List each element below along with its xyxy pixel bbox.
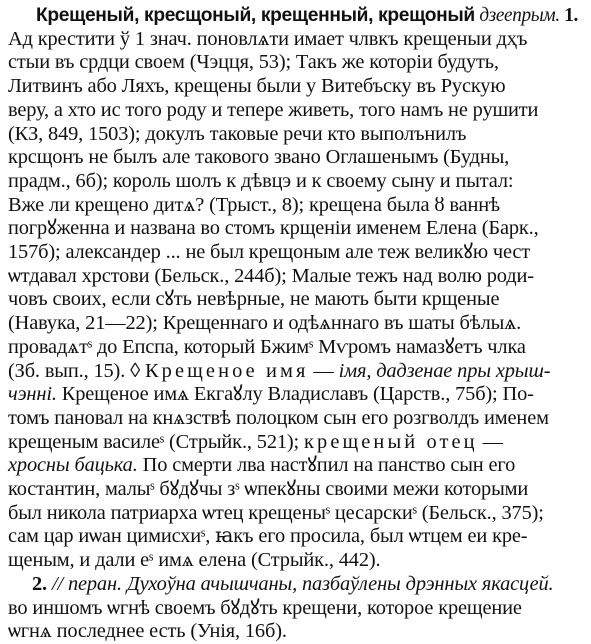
entry-line-17 — [8, 381, 534, 407]
entry-line-25 — [32, 571, 553, 597]
citation-text: (Зб. вып., 15). ◊ — [8, 359, 145, 382]
entry-line-14: (Навука, 21—22); Крещеннаго и одѣѧннаго въ шаты бѣлыѧ. — [8, 312, 522, 335]
entry-line-23: сам цар иѡан цимисхиˢ, ꙗкъ его просила, был ѡтцем еи кре- — [8, 525, 528, 548]
entry-line-4: Литвинъ або Ляхъ, крещены были у Витебъску въ Рускую — [8, 75, 506, 98]
entry-line-6: (КЗ, 849, 1503); докулъ таковые речи кто выполънилъ — [8, 122, 467, 145]
citation-text: Крещеное имѧ Екгаꙋлу Владиславъ (Царств., 75б); По- — [56, 383, 534, 406]
dash: — — [308, 359, 339, 382]
phrase-definition-cont: чэнні. — [8, 383, 57, 406]
entry-line-24: щеным, и дали еˢ имѧ елена (Стрыйк., 442). — [8, 549, 381, 572]
entry-line-26: во иншомъ ѡгнѣ своемъ бꙋдꙋть крещени, которое крещение — [8, 596, 522, 619]
entry-line-3: стыи въ срдци своем (Чэцця, 53); Такъ же которіи будуть, — [8, 51, 499, 74]
phrase-headword-2: крещеный отец — [304, 430, 478, 453]
entry-line-15: провадѧтˢ до Епспа, который Бжимˢ Мѵромъ намазꙋетъ члка — [8, 335, 526, 358]
citation-text: крещеным василеˢ (Стрыйк., 521); — [8, 430, 305, 453]
part-of-speech: дзеепрым. — [479, 5, 560, 26]
dash: — — [477, 430, 503, 453]
entry-line-8: прадм., 6б); король шолъ к дѣвцэ и к своему сыну и пытал: — [8, 169, 514, 192]
entry-line-10: погрꙋженна и названа во стомъ крщеніи именем Елена (Барк., — [8, 217, 539, 240]
sense-2-definition: перан. Духоўна ачышчаны, пазбаўлены дрэнных якасцей. — [67, 572, 554, 595]
entry-line-2: Ад крестити ў 1 знач. поновлѧти имает члвкъ крещеныи дҳъ — [8, 27, 528, 50]
headword: Крещеный, кресщоный, крещенный, крещоный — [36, 4, 475, 26]
sense-2-marker: // — [47, 572, 68, 595]
entry-line-19 — [8, 429, 503, 455]
entry-line-27: ѡгнѧ последнее есть (Унія, 16б). — [8, 620, 287, 643]
entry-line-18: томъ пановал на кнѧзствѣ полоцком сын его розгволдъ именем — [8, 406, 549, 429]
entry-line-16 — [8, 358, 550, 384]
entry-line-21: костантин, малыˢ бꙋдꙋчы зˢ ѡпекꙋны своими межи которыми — [8, 478, 529, 500]
entry-line-9: Вже ли крещено дитѧ? (Трыст., 8); крещена была ȣ ваннѣ — [8, 193, 500, 216]
entry-line-5: веру, а хто ис того роду и тепере живеть, того намъ не рушити — [8, 98, 539, 121]
phrase-definition: імя, дадзенае пры хрыш- — [338, 359, 551, 382]
entry-line-13: човъ своих, если сꙋть невѣрные, не мають быти крщеные — [8, 288, 500, 311]
phrase-headword: Крещеное имя — [144, 359, 309, 382]
citation-text: По смерти лва настꙋпил на панство сын его — [137, 454, 516, 477]
entry-line-12: ѡтдавал хрстови (Бельск., 244б); Малые тежъ над волю роди- — [8, 264, 534, 287]
phrase-definition-2: хросны бацька. — [8, 454, 138, 477]
entry-line-7: крсщонъ не былъ але такового звано Оглашенымъ (Будны, — [8, 146, 510, 169]
entry-line-11: 157б); александер ... не был крещоным але теж великꙋю чест — [8, 241, 531, 263]
sense-number-2: 2. — [32, 572, 47, 595]
entry-line-20 — [8, 452, 515, 478]
entry-line-22: был никола патриарха ѡтец крещеныˢ цесарскиˢ (Бельск., 375); — [8, 501, 544, 524]
sense-number-1: 1. — [564, 5, 578, 26]
